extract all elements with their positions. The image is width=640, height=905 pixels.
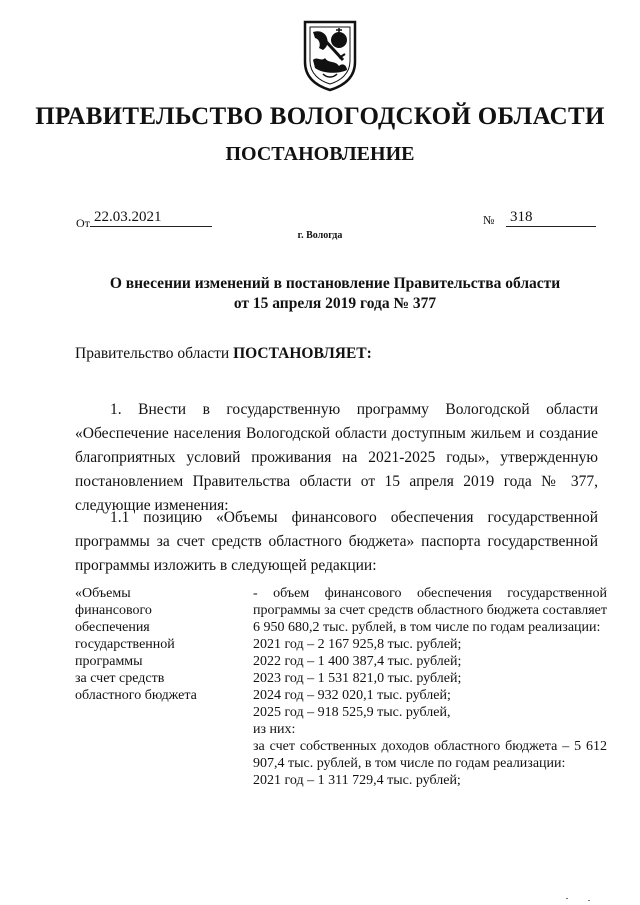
year-funding-line: 2025 год – 918 525,9 тыс. рублей, xyxy=(253,705,451,720)
of-them-label: из них: xyxy=(253,722,296,737)
date-prefix-label: От xyxy=(76,216,90,230)
scan-speck xyxy=(588,900,590,901)
table-left-line: за счет средств xyxy=(75,671,165,686)
subject-line-1: О внесении изменений в постановление Правительства области xyxy=(109,275,561,292)
intro-decree-word: ПОСТАНОВЛЯЕТ: xyxy=(233,345,372,362)
table-left-line: программы xyxy=(75,654,143,669)
document-number: 318 xyxy=(506,208,596,227)
government-title: ПРАВИТЕЛЬСТВО ВОЛОГОДСКОЙ ОБЛАСТИ xyxy=(35,103,605,130)
document-subject xyxy=(90,274,580,314)
coat-of-arms-emblem xyxy=(299,18,361,92)
year-funding-line: 2022 год – 1 400 387,4 тыс. рублей; xyxy=(253,654,462,669)
paragraph-1: 1. Внести в государственную программу Вологодской области «Обеспечение населения Вологодской области доступным жильем и создание благоприятных условий проживания на 2021-2025 годы», утвержденную постановлением Правительства области от 15 апреля 2019 года № 377, следующие изменения: xyxy=(75,401,598,514)
own-income-text: за счет собственных доходов областного бюджета – 5 612 907,4 тыс. рублей, в том числе по годам реализации: xyxy=(253,739,607,771)
table-left-column xyxy=(75,585,245,704)
total-funding-text: - объем финансового обеспечения государственной программы за счет средств областного бюджета составляет 6 950 680,2 тыс. рублей, в том числе по годам реализации: xyxy=(253,586,607,635)
document-date: 22.03.2021 xyxy=(90,208,212,227)
intro-text: Правительство области xyxy=(75,345,234,362)
year-funding-line: 2024 год – 932 020,1 тыс. рублей; xyxy=(253,688,451,703)
city-label: г. Вологда xyxy=(297,230,343,241)
year-funding-line: 2023 год – 1 531 821,0 тыс. рублей; xyxy=(253,671,462,686)
table-left-line: «Объемы xyxy=(75,586,131,601)
table-left-line: государственной xyxy=(75,637,175,652)
year-funding-line: 2021 год – 2 167 925,8 тыс. рублей; xyxy=(253,637,462,652)
table-right-column xyxy=(253,585,607,789)
subject-line-2: от 15 апреля 2019 года № 377 xyxy=(233,295,437,312)
table-left-line: финансового xyxy=(75,603,152,618)
table-left-line: обеспечения xyxy=(75,620,150,635)
table-left-line: областного бюджета xyxy=(75,688,197,703)
own-year-funding-line: 2021 год – 1 311 729,4 тыс. рублей; xyxy=(253,773,461,788)
scan-speck xyxy=(566,898,568,899)
intro-statement xyxy=(75,345,372,363)
document-type-title: ПОСТАНОВЛЕНИЕ xyxy=(225,143,415,165)
paragraph-1-1: 1.1 позицию «Объемы финансового обеспечения государственной программы за счет средств областного бюджета» паспорта государственной программы изложить в следующей редакции: xyxy=(75,509,598,574)
number-prefix-label: № xyxy=(483,213,495,227)
